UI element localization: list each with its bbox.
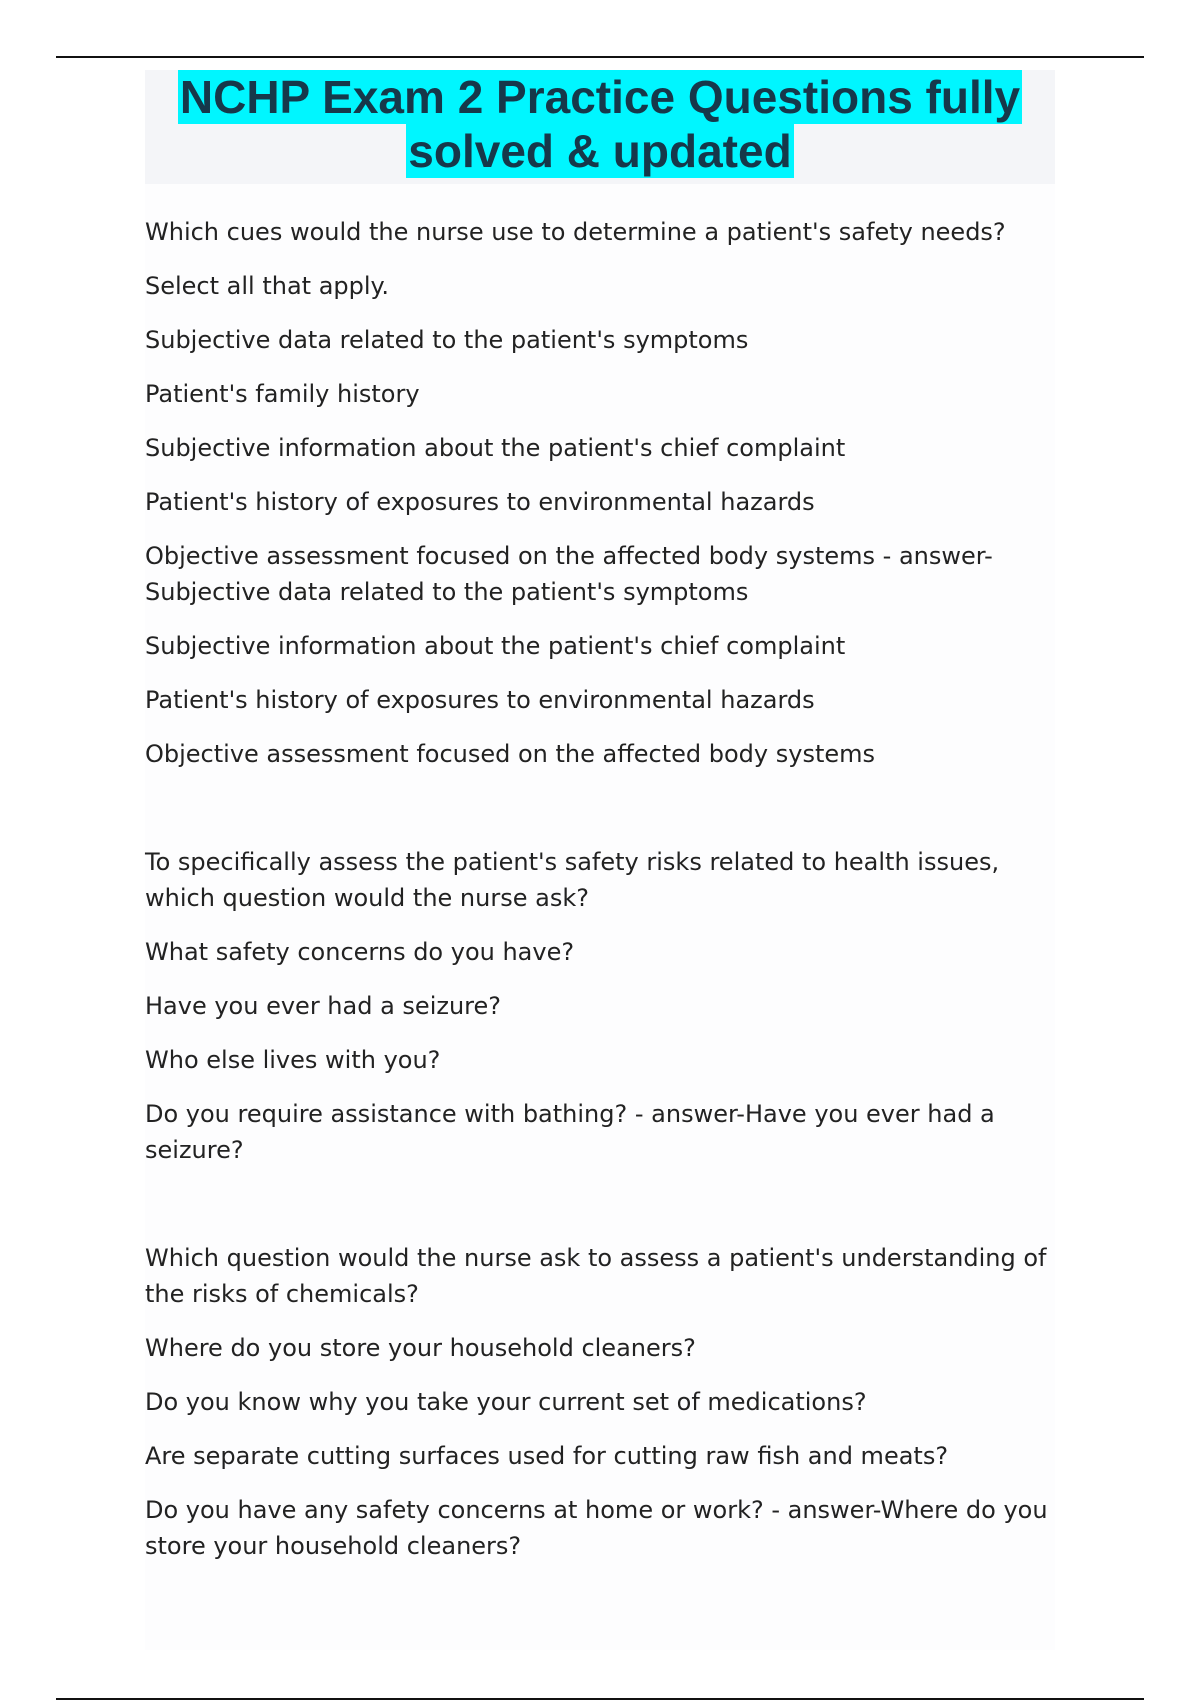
question-text: Which question would the nurse ask to assess a patient's understanding of the risks of chemicals? (145, 1244, 1047, 1308)
option-answer-text: Do you require assistance with bathing? - answer-Have you ever had a seizure? (145, 1100, 995, 1164)
option-text: What safety concerns do you have? (145, 938, 575, 966)
question-text: To specifically assess the patient's safety risks related to health issues, which question would the nurse ask? (145, 848, 1000, 912)
question-block-3 (145, 1240, 1055, 1564)
answer-text: Subjective information about the patient's chief complaint (145, 632, 846, 660)
page-title-line-2: solved & updated (408, 125, 792, 177)
option-text: Patient's history of exposures to environmental hazards (145, 488, 815, 516)
option-text: Who else lives with you? (145, 1046, 441, 1074)
option-text: Subjective data related to the patient's symptoms (145, 326, 749, 354)
document-content (145, 184, 1055, 1564)
option-answer-text: Do you have any safety concerns at home or work? - answer-Where do you store your household cleaners? (145, 1496, 1048, 1560)
page-title-line-1: NCHP Exam 2 Practice Questions fully (179, 71, 1021, 123)
option-text: Are separate cutting surfaces used for cutting raw fish and meats? (145, 1442, 949, 1470)
answer-text: Objective assessment focused on the affected body systems (145, 740, 876, 768)
instruction-text: Select all that apply. (145, 272, 389, 300)
block-spacer (145, 1186, 1055, 1240)
document-page (145, 70, 1055, 1650)
question-block-1 (145, 214, 1055, 772)
option-answer-text: Objective assessment focused on the affected body systems - answer-Subjective data related to the patient's symptoms (145, 542, 993, 606)
option-text: Where do you store your household cleaners? (145, 1334, 696, 1362)
block-spacer (145, 790, 1055, 844)
option-text: Patient's family history (145, 380, 420, 408)
option-text: Have you ever had a seizure? (145, 992, 502, 1020)
option-text: Do you know why you take your current set of medications? (145, 1388, 867, 1416)
question-block-2 (145, 844, 1055, 1168)
option-text: Subjective information about the patient's chief complaint (145, 434, 846, 462)
question-text: Which cues would the nurse use to determine a patient's safety needs? (145, 218, 1006, 246)
answer-text: Patient's history of exposures to environmental hazards (145, 686, 815, 714)
title-block (145, 70, 1055, 184)
top-rule (56, 56, 1144, 58)
